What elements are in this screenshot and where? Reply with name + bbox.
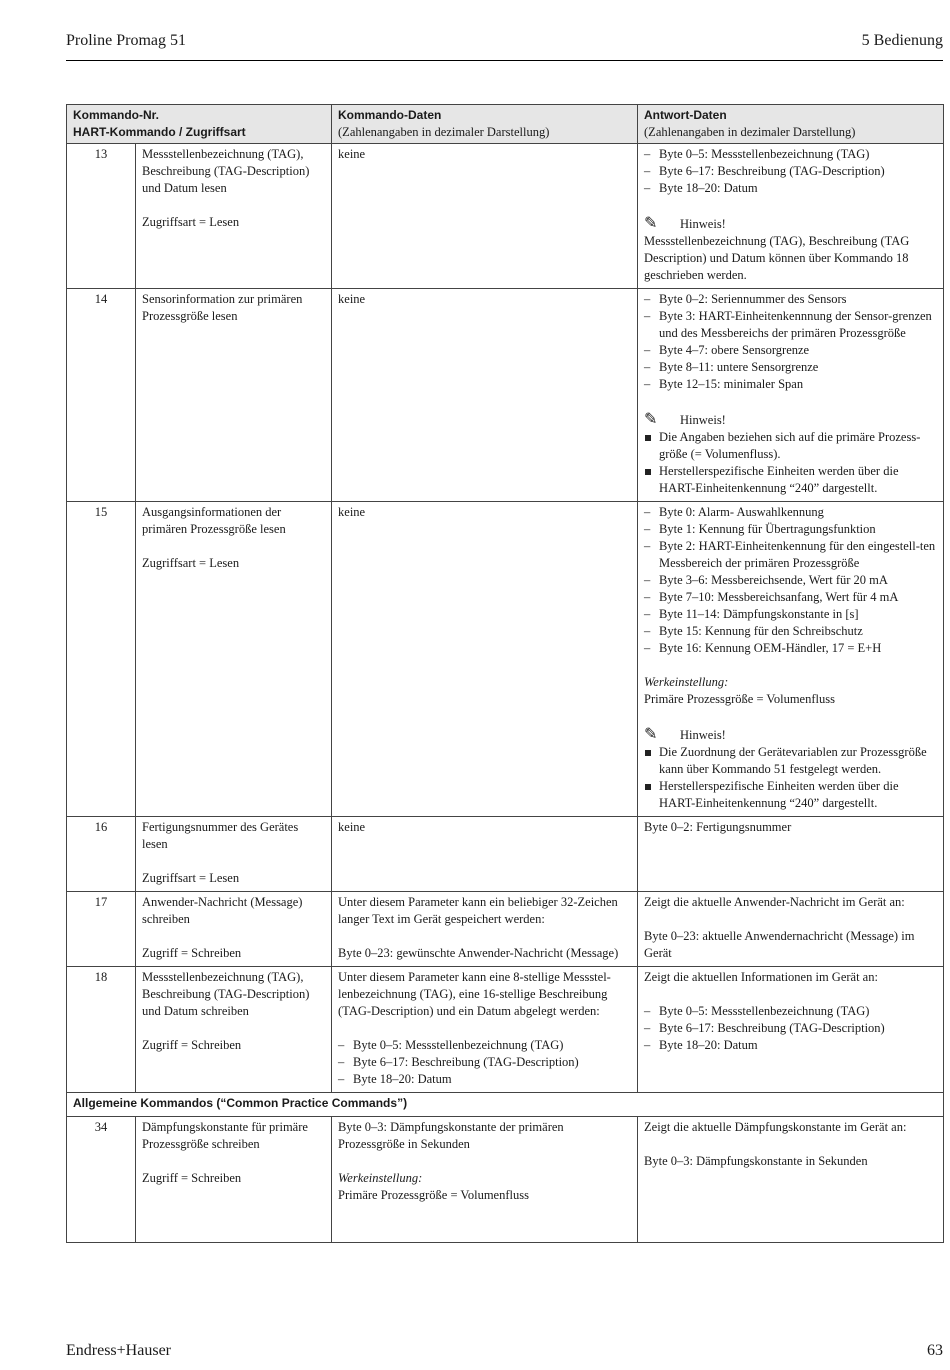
table-row xyxy=(67,144,944,289)
list-item: Herstellerspezifische Einheiten werden über die HART-Einheitenkennung “240” dargestellt. xyxy=(644,463,937,497)
list-item: – Byte 6–17: Beschreibung (TAG-Description) xyxy=(338,1054,631,1071)
list-item: – Byte 4–7: obere Sensorgrenze xyxy=(644,342,937,359)
table-header-row xyxy=(67,105,944,144)
page-header xyxy=(66,30,943,61)
response-list xyxy=(644,1003,937,1054)
page-footer xyxy=(66,1340,943,1364)
command-number: 15 xyxy=(67,502,136,817)
command-data: Unter diesem Parameter kann ein beliebiger 32-Zeichen langer Text im Gerät gespeichert werden: Byte 0–23: gewünschte Anwender-Nachricht (Message) xyxy=(332,892,638,967)
response-data: Zeigt die aktuelle Dämpfungskonstante im Gerät an: Byte 0–3: Dämpfungskonstante in Sekunden xyxy=(638,1117,944,1243)
pencil-note-icon: ✎ xyxy=(644,409,658,428)
table-row xyxy=(67,817,944,892)
pencil-note-icon: ✎ xyxy=(644,213,658,232)
hint-list xyxy=(644,744,937,812)
list-item: – Byte 6–17: Beschreibung (TAG-Description) xyxy=(644,163,937,180)
factory-setting-value: Primäre Prozessgröße = Volumenfluss xyxy=(338,1188,529,1202)
list-item: – Byte 18–20: Datum xyxy=(338,1071,631,1088)
command-description: Ausgangsinformationen der primären Prozessgröße lesen Zugriffsart = Lesen xyxy=(136,502,332,817)
response-data xyxy=(638,144,944,289)
page-number: 63 xyxy=(927,1342,943,1359)
response-data xyxy=(638,289,944,502)
list-item: Herstellerspezifische Einheiten werden über die HART-Einheitenkennung “240” dargestellt. xyxy=(644,778,937,812)
response-data: Zeigt die aktuellen Informationen im Gerät an: – Byte 0–5: Messstellenbezeichnung (TAG) – Byte 6–17: Beschreibung (TAG-Description) – Byte 18–20: Datum xyxy=(638,967,944,1093)
command-data: Byte 0–3: Dämpfungskonstante der primären Prozessgröße in Sekunden Werkeinstellung: Primäre Prozessgröße = Volumenfluss xyxy=(332,1117,638,1243)
list-item: – Byte 2: HART-Einheitenkennung für den eingestell-ten Messbereich der primären Prozessgröße xyxy=(644,538,937,572)
command-number: 13 xyxy=(67,144,136,289)
list-item: – Byte 6–17: Beschreibung (TAG-Description) xyxy=(644,1020,937,1037)
command-description: Fertigungsnummer des Gerätes lesen Zugriffsart = Lesen xyxy=(136,817,332,892)
list-item: – Byte 18–20: Datum xyxy=(644,1037,937,1054)
list-item: Die Zuordnung der Gerätevariablen zur Prozessgröße kann über Kommando 51 festgelegt werden. xyxy=(644,744,937,778)
list-item: – Byte 11–14: Dämpfungskonstante in [s] xyxy=(644,606,937,623)
factory-setting-label: Werkeinstellung: xyxy=(644,675,729,689)
command-number: 14 xyxy=(67,289,136,502)
footer-company: Endress+Hauser xyxy=(66,1342,171,1359)
command-description: Sensorinformation zur primären Prozessgröße lesen xyxy=(136,289,332,502)
table-row xyxy=(67,1117,944,1243)
list-item: – Byte 0–5: Messstellenbezeichnung (TAG) xyxy=(338,1037,631,1054)
list-item: – Byte 8–11: untere Sensorgrenze xyxy=(644,359,937,376)
list-item: – Byte 15: Kennung für den Schreibschutz xyxy=(644,623,937,640)
response-list xyxy=(644,146,937,197)
factory-setting-value: Primäre Prozessgröße = Volumenfluss xyxy=(644,692,835,706)
section-title: Allgemeine Kommandos (“Common Practice Commands”) xyxy=(67,1093,944,1117)
command-data: keine xyxy=(332,289,638,502)
list-item: – Byte 0: Alarm- Auswahlkennung xyxy=(644,504,937,521)
header-product: Proline Promag 51 xyxy=(66,32,186,49)
list-item: – Byte 1: Kennung für Übertragungsfunktion xyxy=(644,521,937,538)
command-description: Anwender-Nachricht (Message) schreiben Zugriff = Schreiben xyxy=(136,892,332,967)
section-row xyxy=(67,1093,944,1117)
list-item: – Byte 18–20: Datum xyxy=(644,180,937,197)
list-item: – Byte 0–5: Messstellenbezeichnung (TAG) xyxy=(644,1003,937,1020)
command-number: 34 xyxy=(67,1117,136,1243)
list-item: Die Angaben beziehen sich auf die primäre Prozess-größe (= Volumenfluss). xyxy=(644,429,937,463)
hint-text: Messstellenbezeichnung (TAG), Beschreibung (TAG Description) und Datum können über Kommando 18 geschrieben werden. xyxy=(644,234,910,282)
command-data: Unter diesem Parameter kann eine 8-stellige Messstel-lenbezeichnung (TAG), eine 16-stellige Beschreibung (TAG-Description) und ein Datum abgelegt werden: – Byte 0–5: Messstellenbezeichnung (TAG) – Byte 6–17: Beschreibung (TAG-Description) – Byte 18–20: Datum xyxy=(332,967,638,1093)
hint-note: ✎ Hinweis! xyxy=(644,724,726,743)
list-item: – Byte 7–10: Messbereichsanfang, Wert für 4 mA xyxy=(644,589,937,606)
header-command-no: Kommando-Nr. HART-Kommando / Zugriffsart xyxy=(67,105,332,144)
response-data xyxy=(638,502,944,817)
list-item: – Byte 16: Kennung OEM-Händler, 17 = E+H xyxy=(644,640,937,657)
list-item: – Byte 3–6: Messbereichsende, Wert für 20 mA xyxy=(644,572,937,589)
hart-command-table xyxy=(66,104,944,1243)
command-description: Messstellenbezeichnung (TAG), Beschreibung (TAG-Description) und Datum lesen Zugriffsart = Lesen xyxy=(136,144,332,289)
response-data: Byte 0–2: Fertigungsnummer xyxy=(638,817,944,892)
factory-setting-label: Werkeinstellung: xyxy=(338,1171,423,1185)
command-data: keine xyxy=(332,817,638,892)
response-list xyxy=(644,291,937,393)
command-description: Dämpfungskonstante für primäre Prozessgröße schreiben Zugriff = Schreiben xyxy=(136,1117,332,1243)
header-response-data: Antwort-Daten (Zahlenangaben in dezimaler Darstellung) xyxy=(638,105,944,144)
list-item: – Byte 12–15: minimaler Span xyxy=(644,376,937,393)
command-data: keine xyxy=(332,502,638,817)
header-command-data: Kommando-Daten (Zahlenangaben in dezimaler Darstellung) xyxy=(332,105,638,144)
command-description: Messstellenbezeichnung (TAG), Beschreibung (TAG-Description) und Datum schreiben Zugriff = Schreiben xyxy=(136,967,332,1093)
hint-note: ✎ Hinweis! xyxy=(644,213,726,232)
hint-note: ✎ Hinweis! xyxy=(644,409,726,428)
table-row xyxy=(67,892,944,967)
command-data: keine xyxy=(332,144,638,289)
response-list xyxy=(644,504,937,657)
header-chapter: 5 Bedienung xyxy=(861,32,943,49)
table-row xyxy=(67,289,944,502)
command-number: 18 xyxy=(67,967,136,1093)
list-item: – Byte 0–5: Messstellenbezeichnung (TAG) xyxy=(644,146,937,163)
list-item: – Byte 0–2: Seriennummer des Sensors xyxy=(644,291,937,308)
command-number: 16 xyxy=(67,817,136,892)
response-data: Zeigt die aktuelle Anwender-Nachricht im Gerät an: Byte 0–23: aktuelle Anwendernachricht (Message) im Gerät xyxy=(638,892,944,967)
pencil-note-icon: ✎ xyxy=(644,724,658,743)
hint-list xyxy=(644,429,937,497)
list-item: – Byte 3: HART-Einheitenkennnung der Sensor-grenzen und des Messbereichs der primären Prozessgröße xyxy=(644,308,937,342)
table-row xyxy=(67,967,944,1093)
table-row xyxy=(67,502,944,817)
data-list xyxy=(338,1037,631,1088)
command-number: 17 xyxy=(67,892,136,967)
